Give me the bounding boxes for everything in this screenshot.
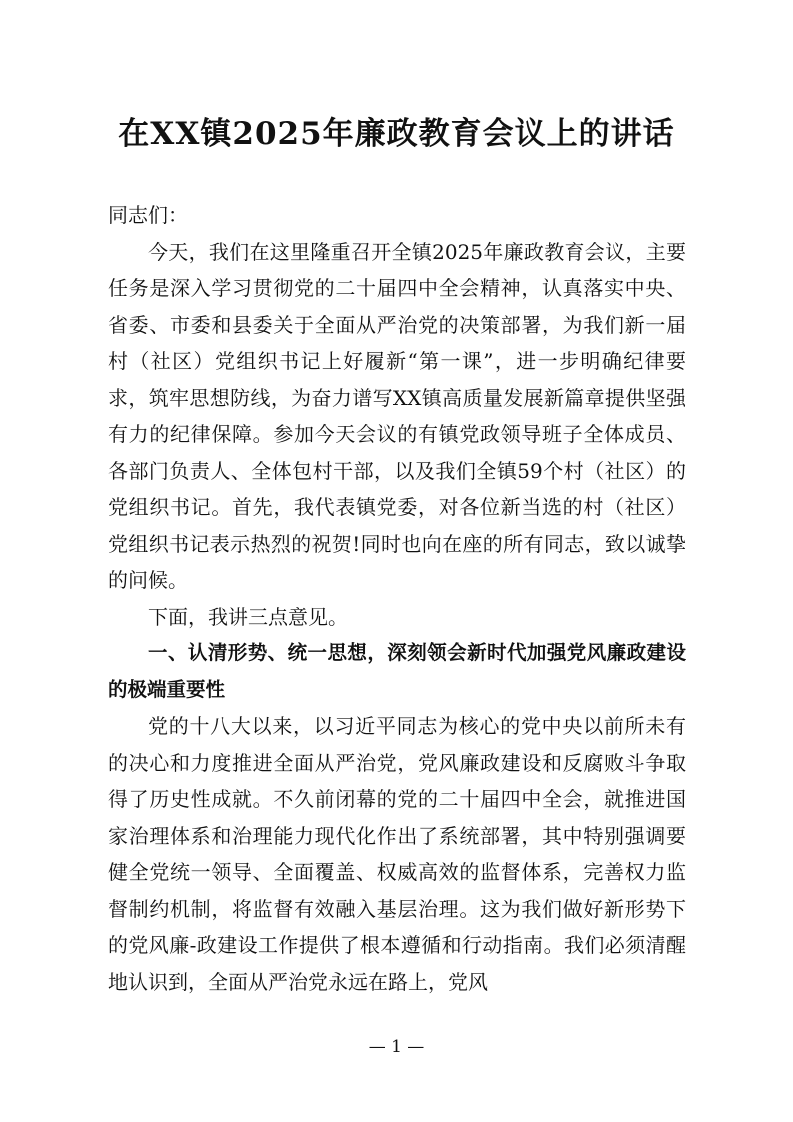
section-heading: 一、认清形势、统一思想，深刻领会新时代加强党风廉政建设的极端重要性 — [108, 641, 686, 701]
page-number: — 1 — — [368, 1037, 425, 1057]
opening-paragraph: 今天，我们在这里隆重召开全镇2025年廉政教育会议，主要任务是深入学习贯彻党的二十届四中全会精神，认真落实中央、省委、市委和县委关于全面从严治党的决策部署，为我们新一届村（社区）党组织书记上好履新“第一课”，进一步明确纪律要求，筑牢思想防线，为奋力谱写XX镇高质量发展新篇章提供坚强有力的纪律保障。参加今天会议的有镇党政领导班子全体成员、各部门负责人、全体包村干部，以及我们全镇59个村（社区）的党组织书记。首先，我代表镇党委，对各位新当选的村（社区）党组织书记表示热烈的祝贺!同时也向在座的所有同志，致以诚挚的问候。 — [108, 239, 686, 592]
document-body — [108, 197, 686, 1000]
salutation: 同志们： — [108, 203, 188, 227]
transition-paragraph: 下面，我讲三点意见。 — [148, 604, 348, 629]
document-title: 在XX镇2025年廉政教育会议上的讲话 — [118, 116, 675, 152]
section-paragraph: 党的十八大以来，以习近平同志为核心的党中央以前所未有的决心和力度推进全面从严治党，党风廉政建设和反腐败斗争取得了历史性成就。不久前闭幕的党的二十届四中全会，就推进国家治理体系和治理能力现代化作出了系统部署，其中特别强调要健全党统一领导、全面覆盖、权威高效的监督体系，完善权力监督制约机制，将监督有效融入基层治理。这为我们做好新形势下的党风廉-政建设工作提供了根本遵循和行动指南。我们必须清醒地认识到，全面从严治党永远在路上，党风 — [108, 714, 686, 994]
